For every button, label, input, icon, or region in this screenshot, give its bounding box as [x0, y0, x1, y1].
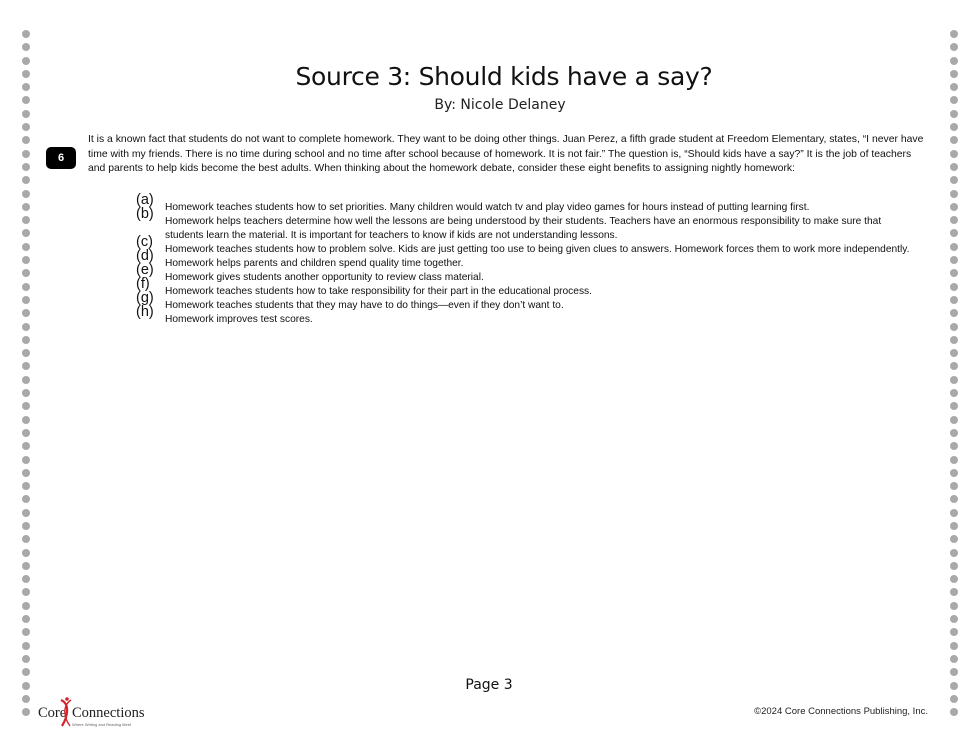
- binder-hole: [950, 136, 958, 144]
- binder-hole: [950, 269, 958, 277]
- binder-hole: [950, 362, 958, 370]
- binder-hole: [22, 283, 30, 291]
- binder-hole: [22, 203, 30, 211]
- binder-hole: [22, 336, 30, 344]
- binder-hole: [22, 243, 30, 251]
- binder-hole: [22, 522, 30, 530]
- binder-hole: [22, 602, 30, 610]
- list-item-text: Homework improves test scores.: [165, 314, 313, 325]
- binder-hole: [22, 708, 30, 716]
- binder-hole: [22, 509, 30, 517]
- intro-paragraph: It is a known fact that students do not want to complete homework. They want to be doing other things. Juan Perez, a fifth grade student at Freedom Elementary, states, “I never have time with my friends. There is no time during school and no time after school because of homework. It is not fair.” The question is, “Should kids have a say?” It is the job of teachers and parents to help kids become the best adults. When thinking about the homework debate, consider these eight benefits to assigning nightly homework:: [88, 134, 924, 175]
- binder-hole: [950, 668, 958, 676]
- binder-hole: [22, 309, 30, 317]
- binder-hole: [950, 402, 958, 410]
- binder-hole: [22, 163, 30, 171]
- binder-holes-left: [20, 30, 32, 721]
- list-item-text: Homework teaches students how to take responsibility for their part in the educational process.: [165, 286, 592, 297]
- binder-hole: [22, 349, 30, 357]
- list-item-text: Homework teaches students that they may have to do things—even if they don’t want to.: [165, 300, 564, 311]
- page-number: Page 3: [465, 677, 513, 693]
- binder-holes-right: [948, 30, 960, 721]
- binder-hole: [950, 602, 958, 610]
- binder-hole: [22, 549, 30, 557]
- byline: By: Nicole Delaney: [434, 97, 566, 113]
- binder-hole: [22, 30, 30, 38]
- binder-hole: [22, 216, 30, 224]
- binder-hole: [22, 362, 30, 370]
- logo-tagline: Where Writing and Reading Meet: [72, 722, 132, 727]
- binder-hole: [950, 43, 958, 51]
- list-item-text: Homework helps parents and children spend quality time together.: [165, 258, 464, 269]
- list-item-letter: (f): [136, 276, 150, 292]
- binder-hole: [950, 588, 958, 596]
- binder-hole: [950, 150, 958, 158]
- binder-hole: [950, 535, 958, 543]
- binder-hole: [22, 229, 30, 237]
- benefits-list: [136, 192, 916, 327]
- page-title: Source 3: Should kids have a say?: [295, 62, 713, 91]
- binder-hole: [22, 495, 30, 503]
- copyright-notice: ©2024 Core Connections Publishing, Inc.: [754, 706, 928, 717]
- binder-hole: [22, 575, 30, 583]
- binder-hole: [950, 549, 958, 557]
- binder-hole: [950, 389, 958, 397]
- binder-hole: [22, 123, 30, 131]
- binder-hole: [950, 509, 958, 517]
- list-item-text: Homework helps teachers determine how well the lessons are being understood by their students. Teachers have an enormous responsibility to make sure that students learn the material. It is important for teachers to know if kids are not understanding lessons.: [165, 216, 882, 241]
- binder-hole: [22, 256, 30, 264]
- binder-hole: [950, 283, 958, 291]
- binder-hole: [22, 442, 30, 450]
- binder-hole: [950, 256, 958, 264]
- binder-hole: [950, 30, 958, 38]
- binder-hole: [22, 469, 30, 477]
- binder-hole: [950, 203, 958, 211]
- list-item-letter: (d): [136, 248, 154, 264]
- binder-hole: [22, 296, 30, 304]
- paragraph-number-badge: 6: [46, 147, 76, 169]
- binder-hole: [950, 123, 958, 131]
- binder-hole: [950, 695, 958, 703]
- binder-hole: [950, 336, 958, 344]
- binder-hole: [22, 655, 30, 663]
- logo-word-connections: Connections: [72, 705, 145, 721]
- binder-hole: [22, 429, 30, 437]
- binder-hole: [950, 456, 958, 464]
- binder-hole: [950, 482, 958, 490]
- binder-hole: [22, 535, 30, 543]
- binder-hole: [950, 376, 958, 384]
- binder-hole: [950, 469, 958, 477]
- binder-hole: [22, 269, 30, 277]
- binder-hole: [22, 695, 30, 703]
- binder-hole: [950, 190, 958, 198]
- binder-hole: [950, 575, 958, 583]
- logo-word-core: Core: [38, 705, 67, 721]
- binder-hole: [22, 43, 30, 51]
- binder-hole: [22, 642, 30, 650]
- binder-hole: [22, 323, 30, 331]
- list-item: [136, 192, 916, 215]
- binder-hole: [22, 176, 30, 184]
- list-item: [136, 234, 916, 257]
- binder-hole: [950, 309, 958, 317]
- binder-hole: [950, 442, 958, 450]
- binder-hole: [950, 708, 958, 716]
- binder-hole: [22, 416, 30, 424]
- binder-hole: [950, 429, 958, 437]
- binder-hole: [22, 389, 30, 397]
- binder-hole: [950, 655, 958, 663]
- list-item-text: Homework gives students another opportunity to review class material.: [165, 272, 484, 283]
- list-item-letter: (c): [136, 234, 153, 250]
- binder-hole: [950, 562, 958, 570]
- binder-hole: [950, 229, 958, 237]
- binder-hole: [950, 176, 958, 184]
- binder-hole: [950, 642, 958, 650]
- binder-hole: [22, 150, 30, 158]
- publisher-logo: [38, 696, 168, 730]
- binder-hole: [22, 402, 30, 410]
- binder-hole: [950, 216, 958, 224]
- list-item-letter: (h): [136, 304, 154, 320]
- binder-hole: [22, 190, 30, 198]
- binder-hole: [950, 416, 958, 424]
- binder-hole: [22, 562, 30, 570]
- binder-hole: [950, 349, 958, 357]
- binder-hole: [22, 456, 30, 464]
- binder-hole: [950, 296, 958, 304]
- list-item-letter: (e): [136, 262, 154, 278]
- binder-hole: [950, 243, 958, 251]
- binder-hole: [950, 615, 958, 623]
- binder-hole: [22, 376, 30, 384]
- binder-hole: [22, 615, 30, 623]
- binder-hole: [950, 522, 958, 530]
- binder-hole: [950, 495, 958, 503]
- binder-hole: [22, 136, 30, 144]
- list-item-letter: (a): [136, 192, 154, 208]
- list-item-text: Homework teaches students how to set priorities. Many children would watch tv and play video games for hours instead of putting learning first.: [165, 202, 810, 213]
- binder-hole: [950, 628, 958, 636]
- binder-hole: [22, 668, 30, 676]
- binder-hole: [950, 323, 958, 331]
- list-item-letter: (b): [136, 206, 154, 222]
- binder-hole: [22, 482, 30, 490]
- binder-hole: [22, 628, 30, 636]
- list-item-text: Homework teaches students how to problem solve. Kids are just getting too use to being given clues to answers. Homework forces them to work more independently.: [165, 244, 910, 255]
- binder-hole: [22, 588, 30, 596]
- binder-hole: [950, 163, 958, 171]
- list-item-letter: (g): [136, 290, 154, 306]
